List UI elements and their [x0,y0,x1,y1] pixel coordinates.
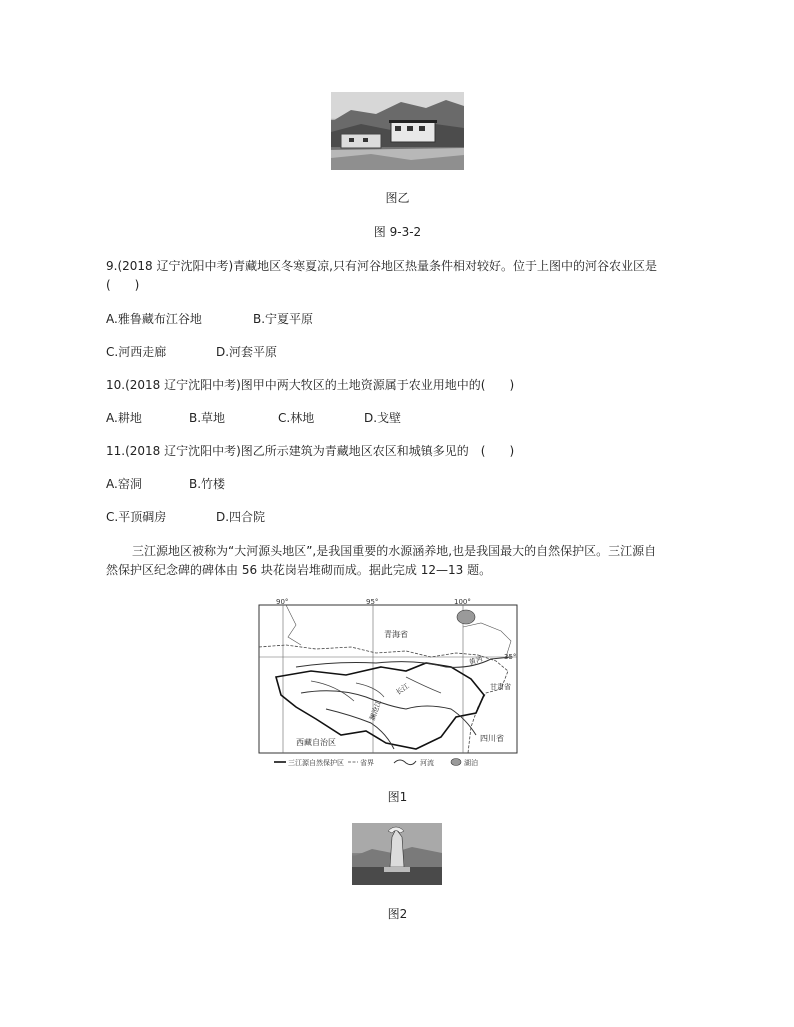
huanghe-label: 黄河 [467,654,484,667]
legend-river: 河流 [420,759,434,767]
q9-stem: 9.(2018 辽宁沈阳中考)青藏地区冬寒夏凉,只有河谷地区热量条件相对较好。位于上图中的河谷农业区是 [106,259,657,273]
map-caption: 图1 [387,790,408,804]
q10-option-a: A.耕地 [106,411,142,425]
q10-stem: 10.(2018 辽宁沈阳中考)图甲中两大牧区的土地资源属于农业用地中的( ) [106,378,515,392]
sanjiangyuan-map [256,597,521,769]
xizang-label: 西藏自治区 [296,738,336,747]
figure-group-caption: 图 9-3-2 [373,225,422,239]
sichuan-label: 四川省 [480,734,504,743]
qinghai-lake [457,610,475,624]
q10-option-b: B.草地 [189,411,226,425]
legend-border: 省界 [360,759,374,767]
q11-option-b: B.竹楼 [189,477,226,491]
passage-line-2: 然保护区纪念碑的碑体由 56 块花岗岩堆砌而成。据此完成 12—13 题。 [106,563,492,577]
q11-stem: 11.(2018 辽宁沈阳中考)图乙所示建筑为青藏地区农区和城镇多见的 ( ) [106,444,515,458]
figure-b-caption: 图乙 [385,191,410,205]
tibetan-building-photo [331,92,464,170]
lon-95-label: 95° [366,598,379,606]
q9-option-c: C.河西走廊 [106,345,167,359]
changjiang-label: 长江 [394,682,411,697]
qinghai-label: 青海省 [384,630,408,639]
passage-line-1: 三江源地区被称为“大河源头地区”,是我国重要的水源涵养地,也是我国最大的自然保护区。三江源自 [132,544,657,558]
q9-option-d: D.河套平原 [216,345,278,359]
q9-option-a: A.雅鲁藏布江谷地 [106,312,202,326]
gansu-label: 甘肃省 [490,683,511,691]
legend-reserve: 三江源自然保护区 [288,759,344,767]
legend-lake: 湖泊 [464,759,478,767]
q11-option-d: D.四合院 [216,510,266,524]
lat-35-label: 35° [504,653,517,661]
figure2-caption: 图2 [387,907,408,921]
q9-stem-bracket: ( ) [106,278,140,292]
q11-option-c: C.平顶碉房 [106,510,167,524]
q10-option-c: C.林地 [278,411,315,425]
lon-90-label: 90° [276,598,289,606]
q11-option-a: A.窑洞 [106,477,142,491]
monument-photo [352,823,442,885]
lon-100-label: 100° [454,598,471,606]
lancang-label: 澜沧江 [368,699,384,722]
q10-option-d: D.戈壁 [364,411,402,425]
q9-option-b: B.宁夏平原 [253,312,314,326]
